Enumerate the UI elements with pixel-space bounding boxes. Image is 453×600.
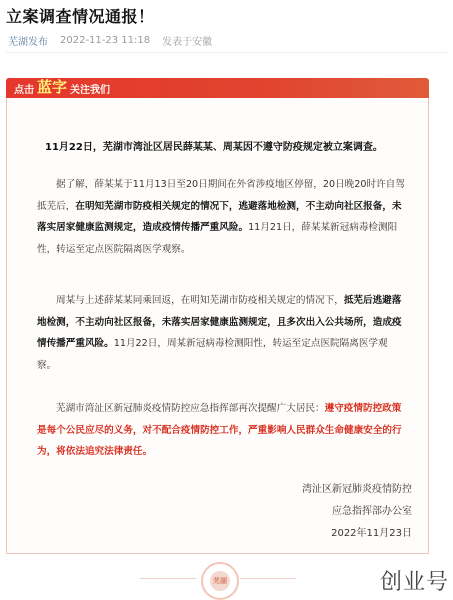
- p1-normal-a: 据了解，薛某某于11月13日至20日期间在外省涉疫地区停留，20日晚20时许自驾抵芜后，: [37, 179, 405, 212]
- signature-line-1: 湾沚区新冠肺炎疫情防控: [302, 484, 412, 495]
- signature-date: 2022年11月23日: [331, 528, 412, 539]
- p2-normal-a: 周某与上述薛某某同乘回返，在明知芜湖市防疫相关规定的情况下，: [56, 295, 344, 306]
- footer-seal: [201, 562, 239, 600]
- p3-normal-a: 芜湖市湾沚区新冠肺炎疫情防控应急指挥部再次提醒广大居民：: [56, 403, 325, 414]
- article-body: [6, 98, 429, 554]
- paragraph-3: [37, 398, 405, 463]
- paragraph-2: [37, 290, 405, 376]
- p1-bold: 在明知芜湖市防疫相关规定的情况下，逃避落地检测，不主动向社区报备，未落实居家健康监测规定，造成疫情传播严重风险。: [37, 200, 402, 233]
- paragraph-1: [37, 174, 405, 260]
- signature-line-2: 应急指挥部办公室: [332, 506, 412, 517]
- divider: [6, 52, 447, 53]
- footer-divider-right: [240, 578, 296, 579]
- p1-normal-c: 11月21日，薛某某新冠病毒检测阳性，转运至定点医院隔离医学观察。: [37, 222, 398, 255]
- footer-divider-left: [140, 578, 196, 579]
- p2-bold: 抵芜后逃避落地检测，不主动向社区报备，未落实居家健康监测规定，且多次出入公共场所，造成疫情传播严重风险。: [37, 295, 402, 349]
- seal-icon: 芜湖: [210, 571, 230, 591]
- p2-normal-c: 11月22日，周某新冠病毒检测阳性，转运至定点医院隔离医学观察。: [37, 338, 388, 371]
- p3-red-a: 遵守疫情防控政策是每个公民应尽的义务，: [37, 403, 402, 436]
- banner-suffix: 关注我们: [70, 84, 111, 96]
- p3-red-b: 对不配合疫情防控工作，严重影响人民群众生命健康安全的行为，将依法追究法律责任。: [37, 424, 402, 457]
- article-headline: 11月22日，芜湖市湾沚区居民薛某某、周某因不遵守防疫规定被立案调查。: [45, 142, 383, 153]
- publish-timestamp: 2022-11-23 11:18: [60, 35, 151, 46]
- banner-highlight: 蓝字: [37, 77, 68, 96]
- account-name-link[interactable]: 芜湖发布: [8, 37, 48, 48]
- page-title: 立案调查情况通报！: [6, 7, 155, 26]
- article-meta: [8, 33, 212, 48]
- follow-banner[interactable]: [6, 78, 429, 98]
- publish-location: 发表于安徽: [162, 37, 213, 48]
- watermark-text: 创业号: [379, 570, 449, 595]
- banner-prefix: 点击: [14, 84, 34, 96]
